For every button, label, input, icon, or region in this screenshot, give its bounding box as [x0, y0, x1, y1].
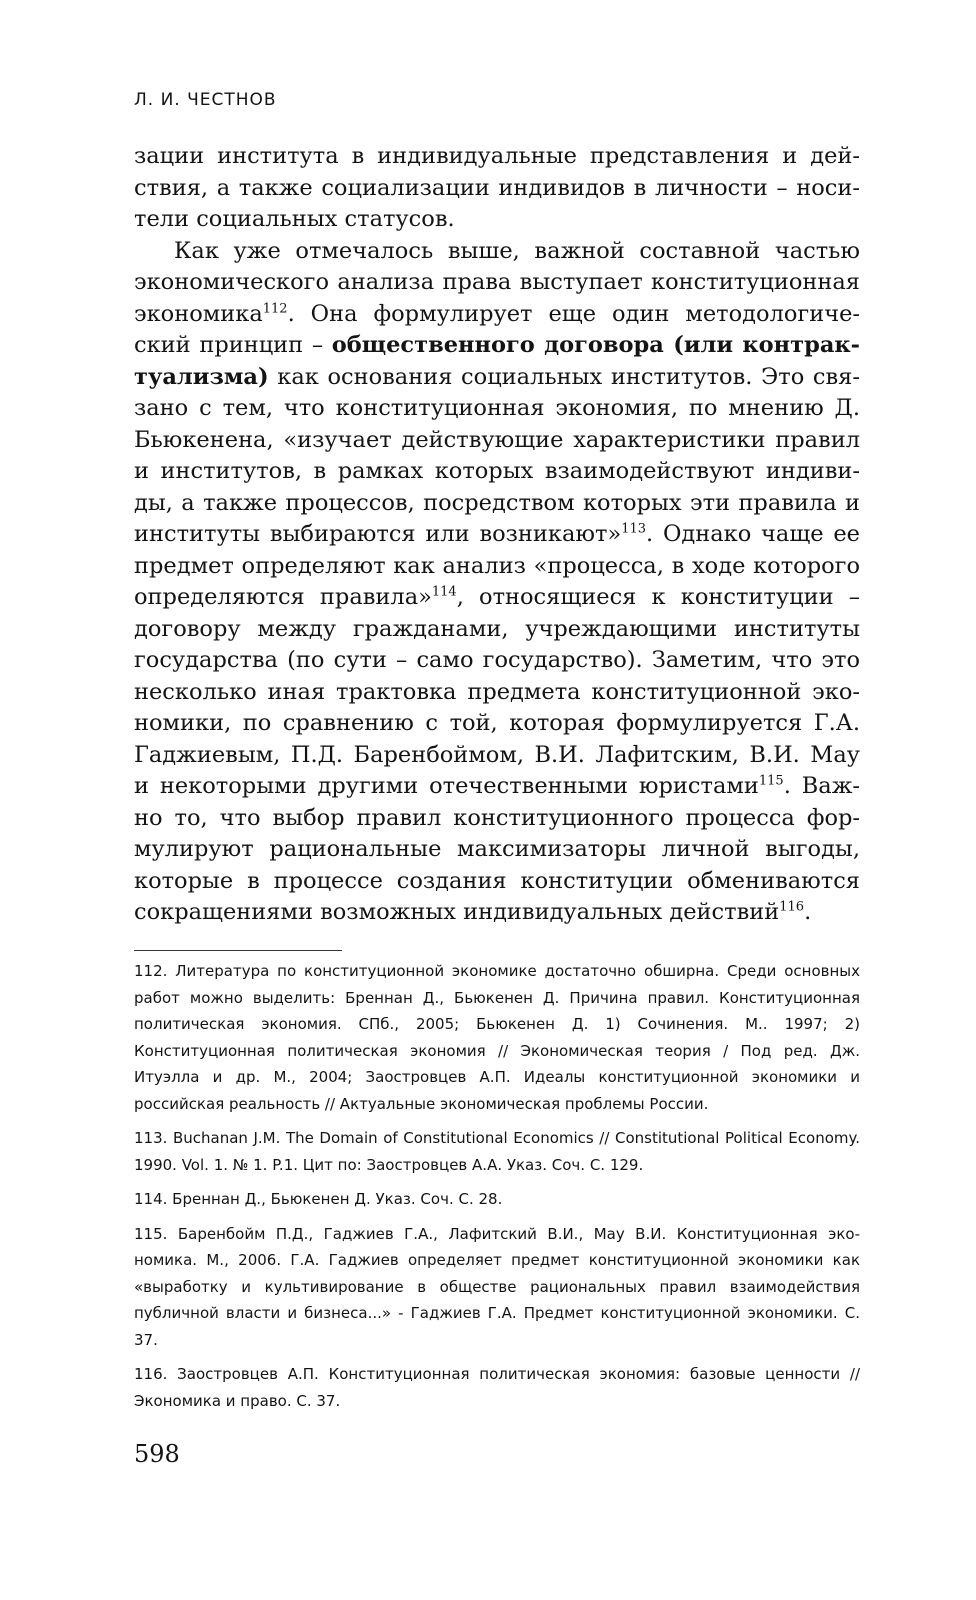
footnote-114: 114. Бреннан Д., Бьюкенен Д. Указ. Соч. С. 28. — [134, 1190, 503, 1208]
text-segment: . Она формулирует еще один методологический принцип – — [134, 300, 860, 358]
text-segment: , относящиеся к конституции – договору между гражданами, учреждающими институты государства (по сути – само государство). Заметим, что это несколько иная трактовка предмета конституционной экономики, по сравнению с той, которая формулируется Г.А. Гаджиевым, П.Д. Баренбоймом, В.И. Лафитским, В.И. Мау и некоторыми другими отечественными юристами — [134, 584, 860, 799]
text-segment: . Важно то, что выбор правил конституционного процесса формулируют рациональные максимизаторы личной выгоды, которые в процессе создания конституции обмениваются сокращениями возможных индивидуальных действий — [134, 773, 861, 925]
footnote-ref-115[interactable]: 115 — [758, 773, 784, 789]
text-segment: Как уже отмечалось выше, важной составной частью экономического анализа права выступает конституционная экономика — [134, 237, 860, 327]
text-segment: . — [804, 899, 812, 925]
footnotes — [134, 958, 860, 1422]
footnote-112: 112. Литература по конституционной экономике достаточно обширна. Среди основных работ можно выделить: Бреннан Д., Бьюкенен Д. Причина правил. Конституционная политическая экономия. СПб., 2005; Бьюкенен Д. 1) Сочинения. М.. 1997; 2) Конституционная политическая экономия // Экономическая теория / Под ред. Дж. Итуэлла и др. М., 2004; Заостровцев А.П. Идеалы конституционной экономики и российская реальность // Актуальные экономическая проблемы России. — [134, 962, 860, 1113]
footnote-ref-114[interactable]: 114 — [431, 584, 457, 600]
page-number: 598 — [134, 1440, 180, 1468]
footnote-ref-112[interactable]: 112 — [262, 301, 288, 316]
paragraph-continuation: зации института в индивидуальные представления и действия, а также социализации индивидов в личности – носители социальных статусов. — [134, 143, 860, 232]
footnote-115: 115. Баренбойм П.Д., Гаджиев Г.А., Лафитский В.И., Мау В.И. Конституционная экономика. М., 2006. Г.А. Гаджиев определяет предмет конституционной экономики как «выработку и культивирование в обществе рациональных правил взаимодействия публичной власти и бизнеса...» - Гаджиев Г.А. Предмет конституционной экономики. С. 37. — [134, 1224, 860, 1349]
bold-term: общественного договора (или контрактуализма) — [134, 332, 860, 390]
main-text — [134, 141, 860, 929]
footnote-ref-116[interactable]: 116 — [779, 899, 805, 915]
footnote-ref-113[interactable]: 113 — [621, 521, 647, 537]
text-segment: как основания социальных институтов. Это связано с тем, что конституционная экономия, по мнению Д. Бьюкенена, «изучает действующие характеристики правил и институтов, в рамках которых взаимодействуют индивиды, а также процессов, посредством которых эти правила и институты выбираются или возникают» — [134, 363, 860, 547]
paragraph-constitutional-economics — [134, 236, 860, 929]
footnote-separator — [134, 950, 342, 951]
text-segment: . Однако чаще ее предмет определяют как анализ «процесса, в ходе которого определяются правила» — [134, 521, 860, 610]
footnote-113: 113. Buchanan J.M. The Domain of Constitutional Economics // Constitutional Political Economy. 1990. Vol. 1. № 1. P.1. Цит по: Заостровцев А.А. Указ. Соч. С. 129. — [134, 1129, 860, 1174]
footnote-116: 116. Заостровцев А.П. Конституционная политическая экономия: базовые ценности //Экономика и право. С. 37. — [134, 1365, 860, 1410]
running-head: Л. И. ЧЕСТНОВ — [134, 90, 277, 110]
